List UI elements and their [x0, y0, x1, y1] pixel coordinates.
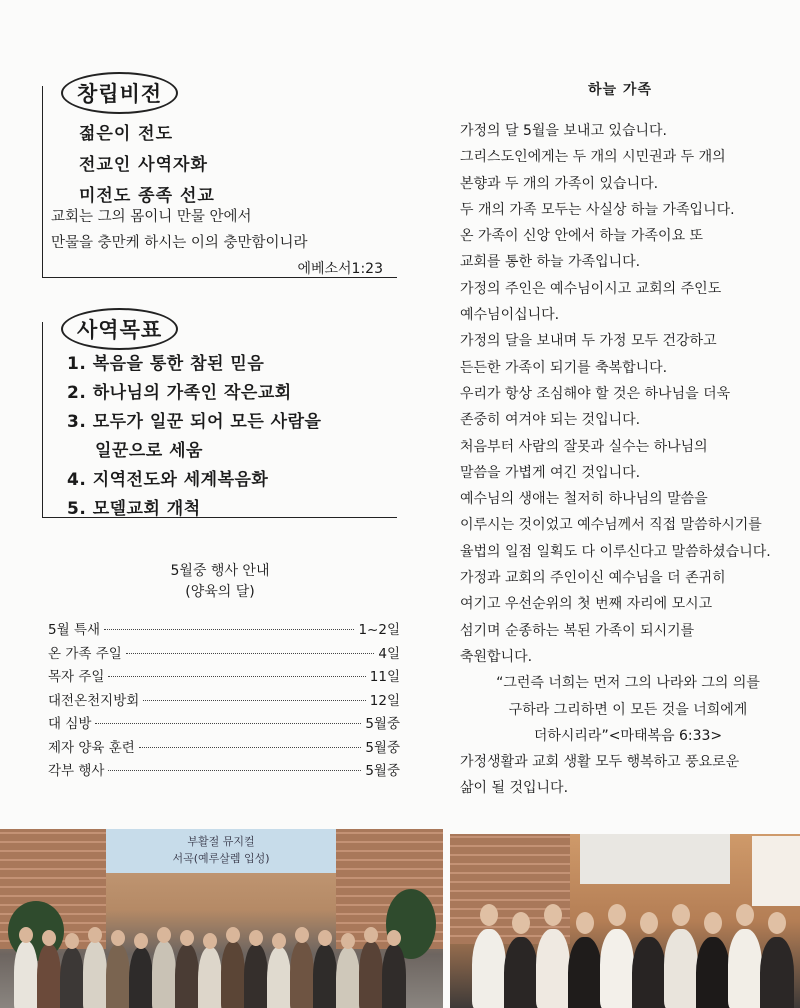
- cast-member-head: [157, 927, 171, 943]
- event-name: 각부 행사: [48, 763, 105, 779]
- sermon-line: 그리스도인에게는 두 개의 시민권과 두 개의: [460, 149, 726, 166]
- cast-member-head: [65, 933, 79, 949]
- sermon-line: 가정생활과 교회 생활 모두 행복하고 풍요로운: [460, 754, 740, 771]
- sermon-line: 가정과 교회의 주인이신 예수님을 더 존귀히: [460, 570, 726, 587]
- youth-group-photo: [450, 834, 800, 1008]
- event-row: [48, 759, 400, 783]
- cast-member-head: [203, 933, 217, 949]
- event-date: 5월중: [365, 716, 400, 732]
- cast-member-head: [341, 933, 355, 949]
- verse-reference: 에베소서1:23: [297, 261, 383, 277]
- vision-line: 전교인 사역자화: [79, 155, 208, 175]
- goal-item: 5. 모델교회 개척: [67, 499, 201, 519]
- sermon-line: 더하시리라”<마태복음 6:33>: [533, 727, 723, 744]
- events-subtitle: (양육의 달): [185, 584, 255, 600]
- cast-member-head: [249, 930, 263, 946]
- cast-member: [175, 944, 199, 1008]
- sermon-line: 온 가족이 신앙 안에서 하늘 가족이요 또: [460, 228, 704, 245]
- cast-member: [290, 941, 314, 1008]
- easter-musical-photo: [0, 829, 443, 1008]
- vision-line: 젊은이 전도: [79, 124, 174, 144]
- sermon-line: 든든한 가족이 되기를 축복합니다.: [460, 359, 668, 376]
- cast-member: [267, 947, 291, 1008]
- event-date: 11일: [369, 669, 400, 685]
- sermon-line: 율법의 일점 일획도 다 이루신다고 말씀하셨습니다.: [460, 543, 771, 560]
- leader-dots: [139, 747, 361, 748]
- goal-item-continuation: 일꾼으로 세움: [95, 441, 203, 461]
- verse-line: 교회는 그의 몸이니 만물 안에서: [51, 209, 252, 225]
- group-member: [472, 929, 506, 1008]
- goal-item: 3. 모두가 일꾼 되어 모든 사람을: [67, 412, 322, 432]
- musical-banner: [106, 829, 336, 873]
- sermon-line: 구하라 그리하면 이 모든 것을 너희에게: [508, 701, 748, 718]
- group-member-head: [608, 904, 626, 926]
- event-date: 12일: [369, 692, 400, 709]
- event-name: 대전온천지방회: [48, 692, 140, 709]
- cast-member-head: [42, 930, 56, 946]
- vision-title: 창립비전: [61, 72, 178, 114]
- goals-title: 사역목표: [61, 308, 178, 350]
- sermon-line: 처음부터 사람의 잘못과 실수는 하나님의: [460, 438, 708, 455]
- event-date: 5월중: [365, 763, 400, 779]
- sermon-line: 축원합니다.: [460, 648, 533, 665]
- event-row: [48, 712, 400, 736]
- brick-wall: [450, 834, 570, 944]
- cast-member: [106, 944, 130, 1008]
- cast-member-head: [88, 927, 102, 943]
- cast-member: [60, 947, 84, 1008]
- goal-item: 4. 지역전도와 세계복음화: [67, 470, 269, 490]
- group-member-head: [672, 904, 690, 926]
- group-member: [504, 937, 538, 1008]
- cast-member-head: [318, 930, 332, 946]
- cast-member-head: [111, 930, 125, 946]
- event-name: 5월 특새: [48, 622, 101, 638]
- event-row: [48, 618, 400, 642]
- event-name: 대 심방: [48, 716, 92, 732]
- events-title: 5월중 행사 안내: [170, 563, 270, 579]
- leader-dots: [95, 723, 361, 724]
- group-member-head: [544, 904, 562, 926]
- vision-line: 미전도 종족 선교: [79, 186, 215, 206]
- sermon-line: 섬기며 순종하는 복된 가족이 되시기를: [460, 622, 695, 639]
- cast-member: [313, 944, 337, 1008]
- cast-member-head: [295, 927, 309, 943]
- sermon-body: [460, 118, 796, 802]
- group-member-head: [640, 912, 658, 934]
- group-member: [632, 937, 666, 1008]
- leader-dots: [126, 653, 375, 654]
- group-member-head: [768, 912, 786, 934]
- sermon-line: 여기고 우선순위의 첫 번째 자리에 모시고: [460, 596, 713, 613]
- sermon-line: 가정의 달 5월을 보내고 있습니다.: [460, 123, 667, 139]
- leader-dots: [108, 676, 365, 677]
- cast-member: [198, 947, 222, 1008]
- group-member: [600, 929, 634, 1008]
- vision-section: [42, 82, 397, 278]
- group-member-head: [736, 904, 754, 926]
- group-member: [696, 937, 730, 1008]
- event-date: 5월중: [365, 739, 400, 756]
- cast-member-head: [364, 927, 378, 943]
- sermon-line: 두 개의 가족 모두는 사실상 하늘 가족입니다.: [460, 201, 735, 218]
- sermon-line: 삶이 될 것입니다.: [460, 780, 569, 797]
- cast-member: [336, 947, 360, 1008]
- projection-screen: [580, 834, 730, 884]
- cast-member-head: [226, 927, 240, 943]
- cast-member-head: [272, 933, 286, 949]
- sermon-line: “그런즉 너희는 먼저 그의 나라와 그의 의를: [496, 675, 760, 692]
- group-member: [728, 929, 762, 1008]
- group-member-head: [512, 912, 530, 934]
- group-member: [760, 937, 794, 1008]
- leader-dots: [104, 629, 354, 630]
- sermon-line: 가정의 달을 보내며 두 가정 모두 건강하고: [460, 333, 717, 350]
- vision-verse: [51, 204, 308, 256]
- cast-member: [129, 947, 153, 1008]
- event-name: 온 가족 주일: [48, 645, 122, 662]
- cast-member: [83, 941, 107, 1008]
- sermon-line: 교회를 통한 하늘 가족입니다.: [460, 254, 641, 271]
- banner-line: 부활절 뮤지컬: [187, 835, 255, 848]
- cast-member: [152, 941, 176, 1008]
- cast-member-head: [180, 930, 194, 946]
- group-member: [664, 929, 698, 1008]
- sermon-line: 존중히 여겨야 되는 것입니다.: [460, 412, 641, 429]
- event-row: [48, 736, 400, 760]
- group-member: [536, 929, 570, 1008]
- group-member-head: [576, 912, 594, 934]
- goal-item: 1. 복음을 통한 참된 믿음: [67, 354, 265, 374]
- event-date: 4일: [378, 645, 400, 662]
- leader-dots: [108, 770, 361, 771]
- sermon-line: 가정의 주인은 예수님이시고 교회의 주인도: [460, 280, 722, 297]
- goals-section: [42, 318, 397, 519]
- event-name: 제자 양육 훈련: [48, 739, 135, 756]
- event-name: 목자 주일: [48, 669, 105, 685]
- goals-list: [67, 350, 321, 524]
- event-row: [48, 665, 400, 689]
- banner-panel: [752, 836, 800, 906]
- leader-dots: [143, 700, 365, 701]
- sermon-line: 이루시는 것이었고 예수님께서 직접 말씀하시기를: [460, 517, 762, 534]
- sermon-line: 예수님의 생애는 철저히 하나님의 말씀을: [460, 491, 708, 508]
- sermon-title: 하늘 가족: [588, 82, 652, 98]
- cast-member-head: [19, 927, 33, 943]
- sermon-line: 본향과 두 개의 가족이 있습니다.: [460, 175, 659, 192]
- cast-member-head: [134, 933, 148, 949]
- cast-member: [221, 941, 245, 1008]
- banner-line: 서곡(예루살렘 입성): [172, 852, 270, 865]
- cast-member: [382, 944, 406, 1008]
- cast-member: [244, 944, 268, 1008]
- event-date: 1~2일: [358, 622, 400, 638]
- cast-member: [359, 941, 383, 1008]
- event-row: [48, 642, 400, 666]
- group-member-head: [480, 904, 498, 926]
- sermon-line: 말씀을 가볍게 여긴 것입니다.: [460, 464, 641, 481]
- sermon-line: 우리가 항상 조심해야 할 것은 하나님을 더욱: [460, 385, 731, 402]
- event-row: [48, 689, 400, 713]
- events-list: [48, 618, 400, 783]
- cast-member-head: [387, 930, 401, 946]
- events-heading: [120, 561, 320, 603]
- goal-item: 2. 하나님의 가족인 작은교회: [67, 383, 292, 403]
- sermon-line: 예수님이십니다.: [460, 307, 560, 324]
- cast-member: [37, 944, 61, 1008]
- vision-lines: [79, 119, 215, 212]
- group-member: [568, 937, 602, 1008]
- cast-member: [14, 941, 38, 1008]
- group-member-head: [704, 912, 722, 934]
- verse-line: 만물을 충만케 하시는 이의 충만함이니라: [51, 235, 308, 251]
